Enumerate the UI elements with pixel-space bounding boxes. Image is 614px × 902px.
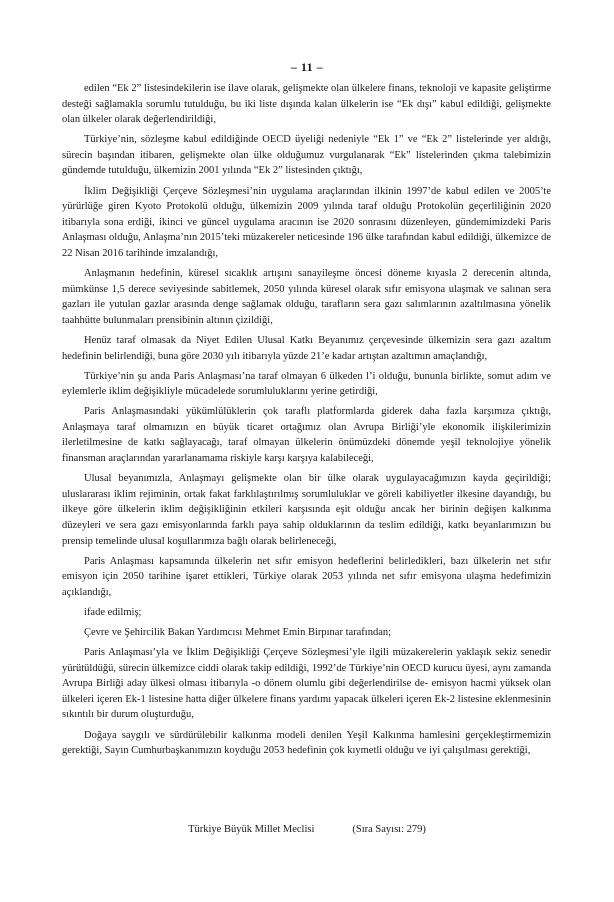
paragraph: Ulusal beyanımızla, Anlaşmayı gelişmekte olan bir ülke olarak uygulayacağımızın kayda geçirildiği; uluslararası iklim rejiminin, ortak fakat farklılaştırılmış sorumluluklar ve göreli kabiliyetler ilkesine dayandığı, bu ilkeye göre ülkelerin iklim değişikliğinin etkileri karşısında eşit olduğu ancak her birinin değişen kalkınma düzeyleri ve sera gazı emisyonlarında farklı paya sahip olduklarının da teslim edildiği, katkı beyanlarımızın bu prensip temelinde ulusal koşullarımıza bağlı olarak belirleneceği, bbox=[62, 473, 551, 547]
paragraph: İklim Değişikliği Çerçeve Sözleşmesi’nin uygulama araçlarından ilkinin 1997’de kabul edilen ve 2005’te yürürlüğe giren Kyoto Protokolü olduğu, ülkemizin 2009 yılında taraf olduğu Protokolün geçerliliğinin 2020 itibarıyla sona erdiği, ikinci ve güncel uygulama aracının ise 2020 sonrasını düzenleyen, gündemimizdeki Paris Anlaşması olduğu, Anlaşma’nın 2015’teki müzakereler neticesinde 196 ülke tarafından kabul edildiği, ülkemizce de 22 Nisan 2016 tarihinde imzalandığı, bbox=[62, 185, 551, 259]
paragraph: Paris Anlaşmasındaki yükümlülüklerin çok taraflı platformlarda giderek daha fazla karşımıza çıktığı, Anlaşmaya taraf olmamızın en büyük ticaret ortağımız olan Avrupa Birliği’yle ekonomik ilişkilerimizin ilerletilmesine de katkı sağlayacağı, taraf olmayan ülkelerin önümüzdeki dönemde yeşil teknolojiye yönelik finansman araçlarından yararlanamama riskiyle karşı karşıya kalabileceği, bbox=[62, 406, 551, 465]
footer-issue-number: (Sıra Sayısı: 279) bbox=[352, 824, 426, 835]
paragraph: Türkiye’nin şu anda Paris Anlaşması’na taraf olmayan 6 ülkeden l’i olduğu, bununla birlikte, somut adım ve eylemlerle iklim değişikliyle mücadelede sorumluluklarını yerine getirdiği, bbox=[62, 370, 551, 398]
paragraph: Doğaya saygılı ve sürdürülebilir kalkınma modeli denilen Yeşil Kalkınma hamlesini gerçekleştirmemizin gerektiği, Sayın Cumhurbaşkanımızın koyduğu 2053 hedefinin çok kıymetli olduğu ve iyi çalışılması gerektiği, bbox=[62, 729, 551, 757]
paragraph: Paris Anlaşması’yla ve İklim Değişikliği Çerçeve Sözleşmesi’yle ilgili müzakerelerin yaklaşık sekiz senedir yürütüldüğü, sürecin ülkemizce ciddi olarak takip edildiği, 1992’de Türkiye’nin OECD kurucu üyesi, aynı zamanda Avrupa Birliği aday ülkesi olması itibarıyla -o dönem olumlu gibi değerlendirilse de- emisyon hacmi yüksek olan ülkeleri içeren Ek-1 listesine hatta diğer ülkelere finans yardımı yapacak ülkeleri içeren Ek-2 listesine eklenmesinin sıkıntılı bir durum oluşturduğu, bbox=[62, 647, 551, 721]
page-number: – 11 – bbox=[290, 60, 324, 74]
paragraph: Türkiye’nin, sözleşme kabul edildiğinde OECD üyeliği nedeniyle “Ek 1” ve “Ek 2” listelerinde yer aldığı, sürecin başından itibaren, gelişmekte olan ülke olduğumuz vurgulanarak “Ek” listelerinden çıkma talebimizin gündemde tutulduğu, ülkemizin 2001 yılında “Ek 2” listesinden çıktığı, bbox=[62, 134, 551, 177]
paragraph: Paris Anlaşması kapsamında ülkelerin net sıfır emisyon hedeflerini belirledikleri, bazı ülkelerin net sıfır emisyon için 2050 tarihine işaret ettikleri, Türkiye olarak 2053 yılında net sıfır emisyona ulaşma hedefimizin açıklandığı, bbox=[62, 555, 551, 598]
document-body bbox=[62, 81, 551, 763]
footer-institution: Türkiye Büyük Millet Meclisi bbox=[188, 824, 315, 835]
paragraph: edilen “Ek 2” listesindekilerin ise ilave olarak, gelişmekte olan ülkelere finans, teknoloji ve kapasite geliştirme desteği sağlamakla sorumlu tutulduğu, bu iki liste dışında kalan ülkelerin ise “Ek dışı” kabul edildiği, gelişmekte olan ülkeler olarak değerlendirildiği, bbox=[62, 83, 551, 126]
paragraph: ifade edilmiş; bbox=[84, 606, 142, 618]
page-footer bbox=[0, 824, 614, 835]
paragraph: Anlaşmanın hedefinin, küresel sıcaklık artışını sanayileşme öncesi döneme kıyasla 2 derecenin altında, mümkünse 1,5 derece seviyesinde sabitlemek, 2050 yılında küresel olarak sıfır emisyona ulaşmak ve salınan sera gazları ile yutulan gazlar arasında denge sağlamak olduğu, tarafların sera gazı salımlarının azaltılmasına yönelik taahhütte bulunmaları prensibinin altının çizildiği, bbox=[62, 268, 551, 326]
paragraph: Henüz taraf olmasak da Niyet Edilen Ulusal Katkı Beyanımız çerçevesinde ülkemizin sera gazı azaltım hedefinin belirlendiği, buna göre 2030 yılı itibarıyla yüzde 21’e kadar artıştan azaltımın amaçlandığı, bbox=[62, 334, 551, 362]
paragraph: Çevre ve Şehircilik Bakan Yardımcısı Mehmet Emin Birpınar tarafından; bbox=[84, 627, 392, 638]
